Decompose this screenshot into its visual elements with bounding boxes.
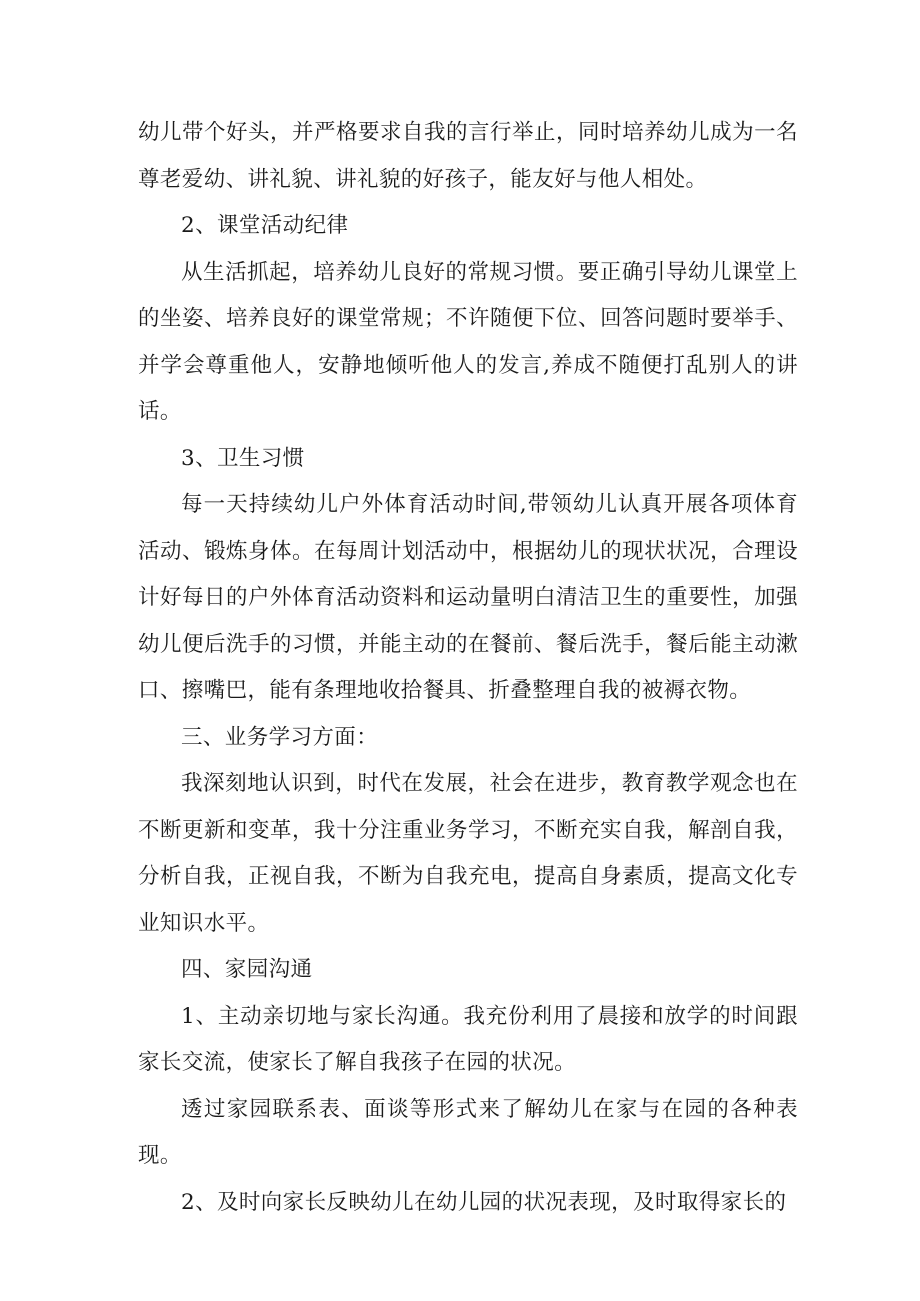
section-heading-home-school: 四、家园沟通 bbox=[181, 957, 313, 982]
document-body bbox=[138, 110, 798, 1226]
paragraph-professional-study: 我深刻地认识到，时代在发展，社会在进步，教育教学观念也在不断更新和变革，我十分注重业务学习，不断充实自我，解剖自我，分析自我，正视自我，不断为自我充电，提高自身素质，提高文化专业知识水平。 bbox=[138, 771, 798, 936]
paragraph-parent-communication: 1、主动亲切地与家长沟通。我充份利用了晨接和放学的时间跟家长交流，使家长了解自我孩子在园的状况。 bbox=[138, 1003, 798, 1075]
paragraph-contact-forms: 透过家园联系表、面谈等形式来了解幼儿在家与在园的各种表现。 bbox=[138, 1096, 798, 1168]
section-heading-hygiene: 3、卫生习惯 bbox=[181, 445, 305, 471]
paragraph-continuation: 幼儿带个好头，并严格要求自我的言行举止，同时培养幼儿成为一名尊老爱幼、讲礼貌、讲礼貌的好孩子，能友好与他人相处。 bbox=[138, 120, 798, 192]
paragraph-classroom-discipline: 从生活抓起，培养幼儿良好的常规习惯。要正确引导幼儿课堂上的坐姿、培养良好的课堂常规；不许随便下位、回答问题时要举手、并学会尊重他人，安静地倾听他人的发言,养成不随便打乱别人的讲话。 bbox=[138, 259, 798, 424]
paragraph-timely-feedback: 2、及时向家长反映幼儿在幼儿园的状况表现，及时取得家长的 bbox=[181, 1189, 787, 1215]
section-heading-professional-study: 三、业务学习方面： bbox=[181, 724, 379, 750]
paragraph-hygiene: 每一天持续幼儿户外体育活动时间,带领幼儿认真开展各项体育活动、锻炼身体。在每周计划活动中，根据幼儿的现状状况，合理设计好每日的户外体育活动资料和运动量明白清洁卫生的重要性，加强幼儿便后洗手的习惯，并能主动的在餐前、餐后洗手，餐后能主动漱口、擦嘴巴，能有条理地收拾餐具、折叠整理自我的被褥衣物。 bbox=[138, 492, 798, 703]
section-heading-classroom-discipline: 2、课堂活动纪律 bbox=[181, 213, 349, 238]
